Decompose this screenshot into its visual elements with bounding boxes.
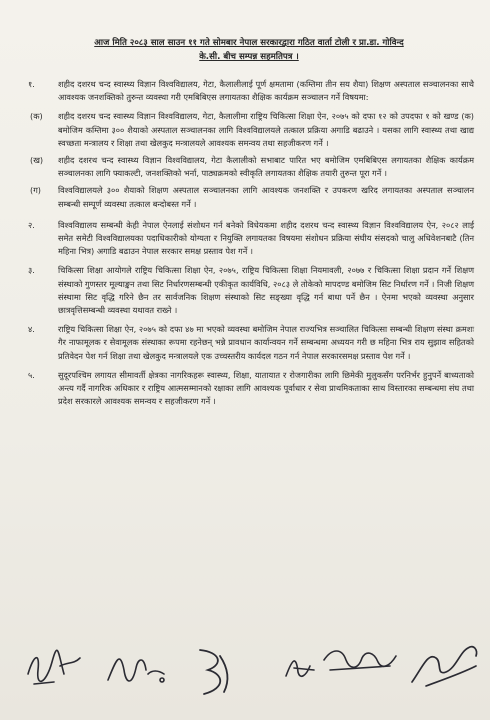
item-number: ३. (28, 265, 35, 276)
item-text: राष्ट्रिय चिकित्सा शिक्षा ऐन, २०७५ को दफा ४७ मा भएको व्यवस्था बमोजिम नेपाल राज्यभित्र सञ्चालित चिकित्सा सम्बन्धी शिक्षण संस्था क्रमशः गैर नाफामूलक र सेवामूलक संस्थाका रूपमा रहनेछन् भन्ने प्रावधान कार्यान्वयन गर्ने सम्बन्धमा अध्ययन गरी छ महिना भित्र राय सुझाव सहितको प्रतिवेदन पेश गर्न शिक्षा तथा खेलकुद मन्त्रालयले एक उच्चस्तरीय कार्यदल गठन गर्न नेपाल सरकारसमक्ष प्रस्ताव पेश गर्ने । (58, 324, 474, 361)
item-text: शहीद दशरथ चन्द स्वास्थ्य विज्ञान विश्वविद्यालय, गेटा, कैलालीलाई पूर्ण क्षमतामा (कम्तिमा तीन सय शैया) शिक्षण अस्पताल सञ्चालनका साथै आवश्यक जनशक्तिको तुरुन्त व्यवस्था गरी एमबिबिएस लगायतका शैक्षिक कार्यक्रम सञ्चालन गर्ने विषयमा: (58, 79, 474, 103)
agreement-item-4 (24, 323, 474, 363)
agreement-item-2 (24, 219, 474, 259)
sub-item-number: (ग) (30, 185, 41, 196)
sub-item-number: (ख) (30, 155, 44, 166)
signature-1 (24, 644, 84, 694)
item-number: २. (28, 219, 35, 230)
title-line-1: आज मिति २०८३ साल साउन ११ गते सोमबार नेपाल सरकारद्वारा गठित वार्ता टोली र प्रा.डा. गोविन्द (94, 38, 404, 48)
sub-item-ka (24, 110, 474, 150)
signature-3 (190, 642, 240, 702)
sub-item-text: शहीद दशरथ चन्द स्वास्थ्य विज्ञान विश्वविद्यालय, गेटा, कैलालीमा राष्ट्रिय चिकित्सा शिक्षा ऐन, २०७५ को दफा १२ को उपदफा १ को खण्ड (क) बमोजिम कम्तिमा ३०० शैयाको अस्पताल सञ्चालनका लागि विश्वविद्यालयले तत्काल प्रक्रिया अगाडि बढाउने । यसका लागि स्वास्थ्य तथा खाद्य स्वच्छता मन्त्रालय र शिक्षा तथा खेलकुद मन्त्रालयले आवश्यक समन्वय तथा सहजीकरण गर्ने । (58, 111, 474, 148)
signature-6 (406, 632, 482, 692)
sub-item-number: (क) (30, 111, 43, 122)
signature-row (20, 632, 478, 712)
sub-item-text: शहीद दशरथ चन्द स्वास्थ्य विज्ञान विश्वविद्यालय, गेटा कैलालीको सभाबाट पारित भए बमोजिम एमबिबिएस लगायतका शैक्षिक कार्यक्रम सञ्चालनका लागि फ्याकल्टी, जनशक्तिको भर्ना, पाठ्यक्रमको स्वीकृति लगायतका शैक्षिक तयारी तुरुन्त पूरा गर्ने । (58, 155, 474, 179)
item-text: चिकित्सा शिक्षा आयोगले राष्ट्रिय चिकित्सा शिक्षा ऐन, २०७५, राष्ट्रिय चिकित्सा शिक्षा नियमावली, २०७७ र चिकित्सा शिक्षा प्रदान गर्ने शिक्षण संस्थाको गुणस्तर मूल्याङ्कन तथा सिट निर्धारणसम्बन्धी एकीकृत कार्यविधि, २०८३ ले तोकेको मापदण्ड बमोजिम सिट निर्धारण गर्ने । निजी शिक्षण संस्थामा सिट वृद्धि गरिने छैन तर सार्वजनिक शिक्षण संस्थाको सिट सङ्ख्या वृद्धि गर्न बाधा पर्ने छैन । ऐनमा भएको व्यवस्था अनुसार छात्रवृत्तिसम्बन्धी व्यवस्था यथावत राख्ने । (58, 265, 474, 316)
signature-2 (102, 640, 172, 696)
sub-item-text: विश्वविद्यालयले ३०० शैयाको शिक्षण अस्पताल सञ्चालनका लागि आवश्यक जनशक्ति र उपकरण खरिद लगायतका अस्पताल सञ्चालन सम्बन्धी सम्पूर्ण व्यवस्था तत्काल बन्दोबस्त गर्ने । (58, 185, 474, 209)
sub-item-kha (24, 154, 474, 180)
item-number: ५. (28, 369, 35, 380)
agreement-item-5 (24, 369, 474, 409)
signature-5 (320, 640, 400, 684)
item-number: १. (28, 79, 35, 89)
sub-item-ga (24, 184, 474, 210)
item-text: सुदूरपश्चिम लगायत सीमावर्ती क्षेत्रका नागरिकहरू स्वास्थ्य, शिक्षा, यातायात र रोजगारीका लागि छिमेकी मुलुकसँग परनिर्भर हुनुपर्ने बाध्यताको अन्त्य गर्दै नागरिक अधिकार र राष्ट्रिय आत्मसम्मानको रक्षाका लागि आवश्यक पूर्वाधार र सेवा प्राथमिकताका साथ विस्तारका सम्बन्धमा संघ तथा प्रदेश सरकारले आवश्यक समन्वय र सहजीकरण गर्ने । (58, 369, 474, 407)
title-line-2: के.सी. बीच सम्पन्न सहमतिपत्र । (199, 52, 299, 62)
agreement-item-3 (24, 264, 474, 317)
signature-4 (280, 646, 320, 686)
document-title (30, 36, 468, 64)
agreement-item-1 (24, 78, 474, 104)
item-number: ४. (28, 324, 35, 335)
item-text: विश्वविद्यालय सम्बन्धी केही नेपाल ऐनलाई संशोधन गर्न बनेको विधेयकमा शहीद दशरथ चन्द स्वास्थ्य विज्ञान विश्वविद्यालय ऐन, २०८२ लाई समेत समेटी विश्वविद्यालयका पदाधिकारीको योग्यता र नियुक्ति लगायतका विषयमा संशोधन प्रक्रिया संघीय संसदको चालु अधिवेशनबाटै (तिन महिना भित्र) अगाडि बढाउन नेपाल सरकार समक्ष प्रस्ताव पेश गर्ने । (58, 219, 474, 257)
